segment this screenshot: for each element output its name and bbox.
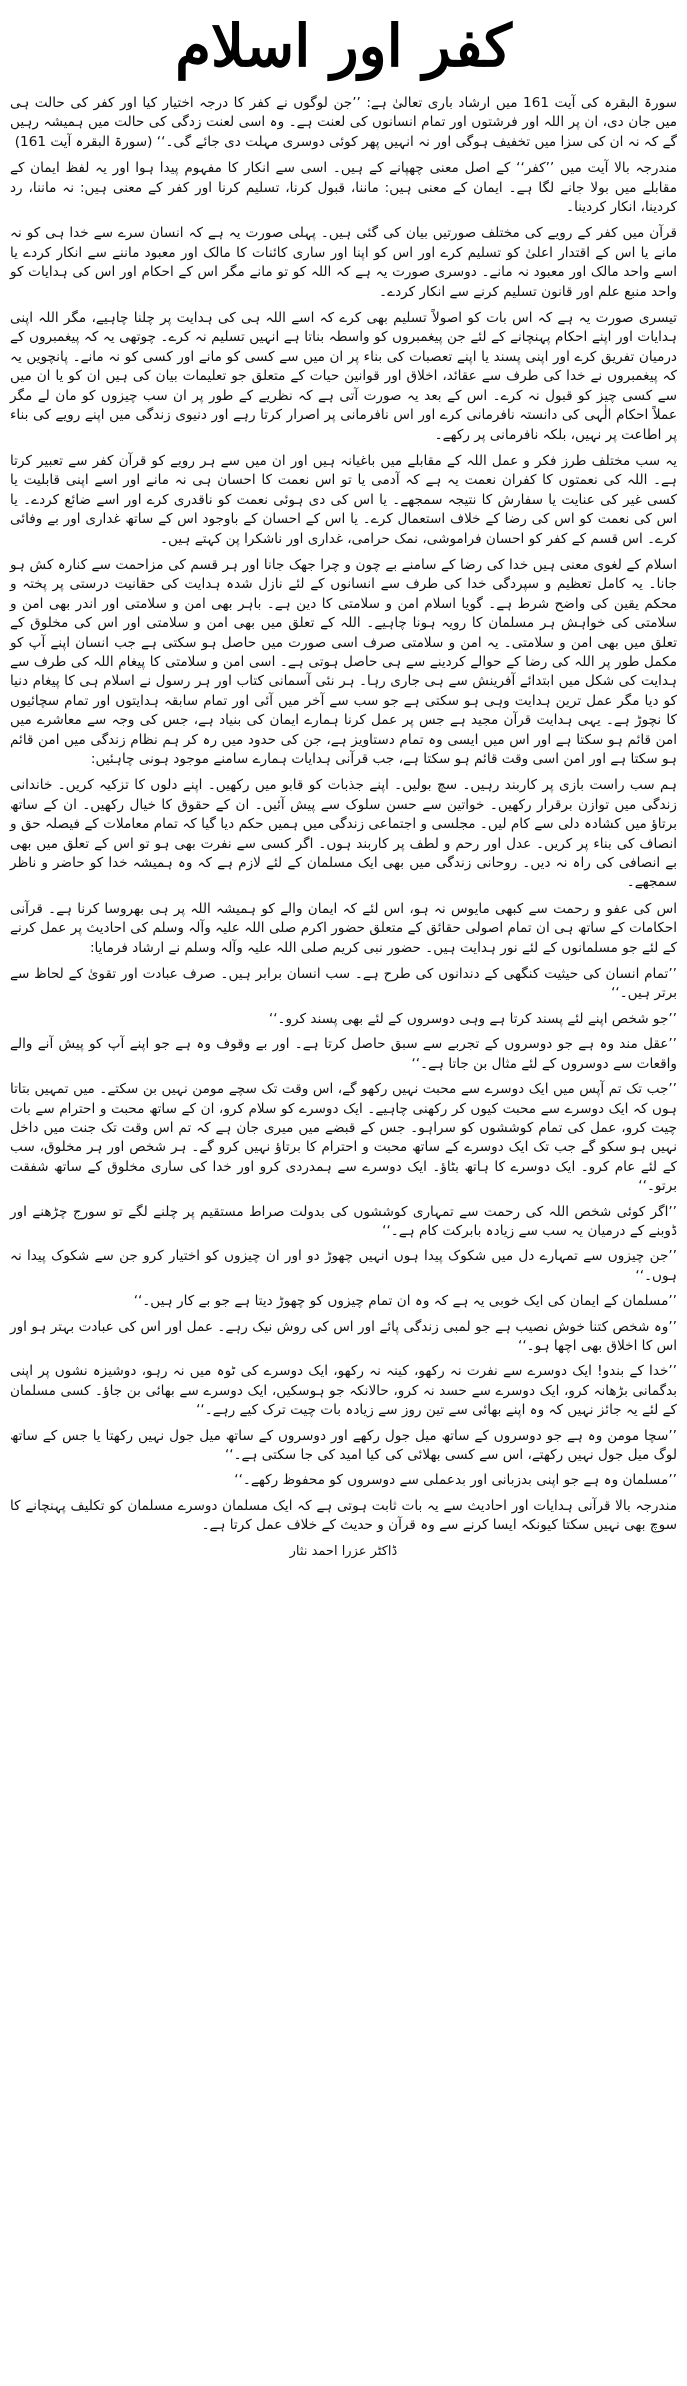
hadith-quote: ’’وہ شخص کتنا خوش نصیب ہے جو لمبی زندگی پائے اور اس کی روش نیک رہے۔ عمل اور اس کی عبادت بہتر ہو اور اس کا اخلاق بھی اچھا ہو۔‘‘ xyxy=(10,1318,677,1354)
paragraph: سورۃ البقرہ کی آیت 161 میں ارشاد باری تعالیٰ ہے: ’’جن لوگوں نے کفر کا درجہ اختیار کیا اور کفر کی حالت ہی میں جان دی، ان پر اللہ اور فرشتوں اور تمام انسانوں کی لعنت ہے۔ وہ اسی لعنت زدگی کی حالت میں ہمیشہ رہیں گے کہ نہ ان کی سزا میں تخفیف ہوگی اور نہ انہیں پھر کوئی دوسری مہلت دی جائے گی۔‘‘ (سورۃ البقرہ آیت 161) xyxy=(10,95,677,150)
hadith-quote: ’’عقل مند وہ ہے جو دوسروں کے تجربے سے سبق حاصل کرتا ہے۔ اور بے وقوف وہ ہے جو اپنے آپ کو پیش آنے والے واقعات سے دوسروں کے لئے مثال بن جاتا ہے۔‘‘ xyxy=(10,1036,677,1072)
article-title: کفر اور اسلام xyxy=(175,12,512,80)
hadith-quote: ’’جن چیزوں سے تمہارے دل میں شکوک پیدا ہوں انہیں چھوڑ دو اور ان چیزوں کو اختیار کرو جن سے شکوک پیدا نہ ہوں۔‘‘ xyxy=(10,1248,677,1284)
closing-paragraph: مندرجہ بالا قرآنی ہدایات اور احادیث سے یہ بات ثابت ہوتی ہے کہ ایک مسلمان دوسرے مسلمان کو تکلیف پہنچانے کا سوچ بھی نہیں سکتا کیونکہ ایسا کرنے سے وہ قرآن و حدیث کے خلاف عمل کرتا ہے۔ xyxy=(10,1497,677,1534)
paragraph: اس کی عفو و رحمت سے کبھی مایوس نہ ہو، اس لئے کہ ایمان والے کو ہمیشہ اللہ پر ہی بھروسا کرنا ہے۔ قرآنی احکامات کے ساتھ ہی ان تمام اصولی حقائق کے متعلق حضور اکرم صلی اللہ علیہ وآلہ وسلم کی احادیث پر عمل کرنے کے لئے جو مسلمانوں کے لئے نور ہدایت ہیں۔ حضور نبی کریم صلی اللہ علیہ وآلہ وسلم نے ارشاد فرمایا: xyxy=(10,900,677,956)
hadith-quote: ’’اگر کوئی شخص اللہ کی رحمت سے تمہاری کوششوں کی بدولت صراط مستقیم پر چلنے لگے تو سورج چڑھنے اور ڈوبنے کے درمیان یہ سب سے زیادہ بابرکت کام ہے۔‘‘ xyxy=(10,1203,677,1239)
hadith-quote: ’’مسلمان کے ایمان کی ایک خوبی یہ ہے کہ وہ ان تمام چیزوں کو چھوڑ دیتا ہے جو بے کار ہیں۔‘‘ xyxy=(133,1293,677,1310)
article-body xyxy=(10,94,677,1561)
hadith-quote: ’’سچا مومن وہ ہے جو دوسروں کے ساتھ میل جول رکھے اور دوسروں کے ساتھ میل جول نہیں رکھتا یا جس کے ساتھ لوگ میل جول نہیں رکھتے، اس سے کسی بھلائی کی کیا امید کی جا سکتی ہے۔‘‘ xyxy=(10,1427,677,1463)
paragraph: قرآن میں کفر کے رویے کی مختلف صورتیں بیان کی گئی ہیں۔ پہلی صورت یہ ہے کہ انسان سرے سے خدا ہی کو نہ مانے یا اس کے اقتدار اعلیٰ کو تسلیم کرے اور اس کو اپنا اور ساری کائنات کا مالک اور معبود ماننے سے انکار کردے یا اسے واحد مالک اور معبود نہ مانے۔ دوسری صورت یہ ہے کہ اللہ کو تو مانے مگر اس کے احکام اور اس کی ہدایات کو واحد منبع علم اور قانون تسلیم کرنے سے انکار کردے۔ xyxy=(10,225,677,300)
hadith-quote: ’’مسلمان وہ ہے جو اپنی بدزبانی اور بدعملی سے دوسروں کو محفوظ رکھے۔‘‘ xyxy=(234,1472,677,1489)
hadith-quote: ’’خدا کے بندو! ایک دوسرے سے نفرت نہ رکھو، کینہ نہ رکھو، ایک دوسرے کی ٹوہ میں نہ رہو، دوشیزہ نشوں پر اپنی بدگمانی بڑھانہ کرو، ایک دوسرے سے حسد نہ کرو، حالانکہ جو ہوسکیں، ایک دوسرے سے بھائی بن جاؤ۔ کسی مسلمان کے لئے یہ جائز نہیں کہ وہ اپنے بھائی سے تین روز سے زیادہ بات چیت ترک کیے رہے۔‘‘ xyxy=(10,1363,677,1419)
hadith-quote: ’’جب تک تم آپس میں ایک دوسرے سے محبت نہیں رکھو گے، اس وقت تک سچے مومن نہیں بن سکتے۔ میں تمہیں بتاتا ہوں کہ ایک دوسرے سے محبت کیوں کر رکھنی چاہیے۔ ایک دوسرے کو سلام کرو، ان کے ساتھ محبت و احترام سے بات چیت کرو، عمل کی تمام کوششوں کو سراہو۔ جس کے قبضے میں میری جان ہے کہ تم اس وقت تک جنت میں داخل نہیں ہو سکو گے جب تک ایک دوسرے کے ساتھ محبت و احترام کا برتاؤ نہیں کرو گے۔ ہر شخص اور ہر مخلوق، سب کے لئے عام کرو۔ ایک دوسرے کا ہاتھ بٹاؤ۔ ایک دوسرے سے ہمدردی کرو اور خدا کی ساری مخلوق کے ساتھ شفقت برتو۔‘‘ xyxy=(10,1081,677,1195)
author-byline: ڈاکٹر عزرا احمد نثار xyxy=(289,1543,398,1559)
paragraph: تیسری صورت یہ ہے کہ اس بات کو اصولاً تسلیم بھی کرے کہ اسے اللہ ہی کی ہدایت پر چلنا چاہیے، مگر اللہ اپنی ہدایات اور اپنے احکام پہنچانے کے لئے جن پیغمبروں کو واسطہ بناتا ہے انہیں تسلیم نہ کرے۔ چوتھی یہ کہ پیغمبروں کے درمیان تفریق کرے اور اپنی پسند یا اپنے تعصبات کی بناء پر ان میں سے کسی کو مانے اور کسی کو نہ مانے۔ پانچویں یہ کہ پیغمبروں نے خدا کی طرف سے عقائد، اخلاق اور قوانین حیات کے متعلق جو تعلیمات بیان کی ہیں ان کو یا ان میں سے کسی چیز کو قبول نہ کرے۔ اس کے بعد یہ صورت آتی ہے کہ نظریے کے طور پر ان سب چیزوں کو مان لے مگر عملاً احکام الٰہی کی دانستہ نافرمانی کرے اور اس نافرمانی پر اصرار کرتا رہے اور دنیوی زندگی میں اپنے رویے کی بناء پر اطاعت پر نہیں، بلکہ نافرمانی پر رکھے۔ xyxy=(10,310,677,443)
paragraph: ہم سب راست بازی پر کاربند رہیں۔ سچ بولیں۔ اپنے جذبات کو قابو میں رکھیں۔ اپنے دلوں کا تزکیہ کریں۔ خاندانی زندگی میں توازن برقرار رکھیں۔ خواتین سے حسن سلوک سے پیش آئیں۔ ان کے حقوق کا خیال رکھیں۔ ان کے ساتھ برتاؤ میں کشادہ دلی سے کام لیں۔ مجلسی و اجتماعی زندگی میں ہمیں حکم دیا گیا کہ تمام معاملات کے فیصلہ حق و انصاف کی بناء پر کریں۔ عدل اور رحم و لطف پر کاربند ہوں۔ اگر کسی سے نفرت بھی ہو تو اس کے تعلق میں بھی بے انصافی کی راہ نہ دیں۔ روحانی زندگی میں بھی ایک مسلمان کے لئے لازم ہے کہ وہ ہمیشہ خدا کو حاضر و ناظر سمجھے۔ xyxy=(10,777,677,891)
paragraph: یہ سب مختلف طرز فکر و عمل اللہ کے مقابلے میں باغیانہ ہیں اور ان میں سے ہر رویے کو قرآن کفر سے تعبیر کرتا ہے۔ اللہ کی نعمتوں کا کفران نعمت یہ ہے کہ آدمی یا تو اس نعمت کا احسان ہی نہ مانے اور اسے اپنی قابلیت یا کسی غیر کی عنایت یا سفارش کا نتیجہ سمجھے۔ یا اس کی دی ہوئی نعمت کو ناقدری کرے اور اسے ضائع کردے۔ یا اس کی نعمت کو اس کی رضا کے خلاف استعمال کرے۔ یا اس کے احسان کے باوجود اس کے ساتھ غداری اور بے وفائی کرے۔ اس قسم کے کفر کو احسان فراموشی، نمک حرامی، غداری اور ناشکرا پن کہتے ہیں۔ xyxy=(10,452,677,547)
hadith-quote: ’’تمام انسان کی حیثیت کنگھی کے دندانوں کی طرح ہے۔ سب انسان برابر ہیں۔ صرف عبادت اور تقویٰ کے لحاظ سے برتر ہیں۔‘‘ xyxy=(10,966,677,1002)
hadith-quote: ’’جو شخص اپنے لئے پسند کرتا ہے وہی دوسروں کے لئے بھی پسند کرو۔‘‘ xyxy=(268,1010,677,1027)
paragraph: اسلام کے لغوی معنی ہیں خدا کی رضا کے سامنے بے چون و چرا جھک جانا اور ہر قسم کی مزاحمت سے کنارہ کش ہو جانا۔ یہ کامل تعظیم و سپردگی خدا کی طرف سے انسانوں کے لئے نازل شدہ ہدایت کی حقانیت درستی پر پختہ و محکم یقین کی واضح شرط ہے۔ گویا اسلام امن و سلامتی کا دین ہے۔ باہر بھی امن و سلامتی اور اندر بھی امن و سلامتی کی خواہش ہر مسلمان کا رویہ ہونا چاہیے۔ اللہ کے تعلق میں بھی امن و سلامتی اور اس کی مخلوق کے تعلق میں بھی امن و سلامتی۔ یہ امن و سلامتی صرف اسی صورت میں حاصل ہو سکتی ہے جب انسان اپنے آپ کو مکمل طور پر اللہ کی رضا کے حوالے کردینے سے ہی حاصل ہوتی ہے۔ اسی امن و سلامتی کا پیغام اللہ کی طرف سے ہدایت کی شکل میں ابتدائے آفرینش سے ہی جاری رہا۔ ہر نئی آسمانی کتاب اور ہر رسول نے اسلام ہی کا پیغام دنیا کو دیا مگر عمل ترین ہدایت وہی ہو سکتی ہے جو سب سے آخر میں آئی اور تمام سابقہ ہدایتوں اور تمام سچائیوں کا نچوڑ ہے۔ یہی ہدایت قرآن مجید ہے جس پر عمل کرنا ہمارے ایمان کی بنیاد ہے، جس کی وجہ سے معاشرے میں امن قائم ہو سکتا ہے اور اس میں ایسی وہ تمام دستاویز ہے، جن کی حدود میں رہ کر ہم نظام زندگی میں امن قائم ہو سکتا ہے اور امن اسی وقت قائم ہو سکتا ہے، جب قرآنی ہدایات ہمارے سامنے موجود ہونی چاہئیں: xyxy=(10,556,677,767)
paragraph: مندرجہ بالا آیت میں ’’کفر‘‘ کے اصل معنی چھپانے کے ہیں۔ اسی سے انکار کا مفہوم پیدا ہوا اور یہ لفظ ایمان کے مقابلے میں بولا جانے لگا ہے۔ ایمان کے معنی ہیں: ماننا، قبول کرنا، تسلیم کرنا اور کفر کے معنی ہیں: نہ ماننا، رد کردینا، انکار کردینا۔ xyxy=(10,160,677,216)
